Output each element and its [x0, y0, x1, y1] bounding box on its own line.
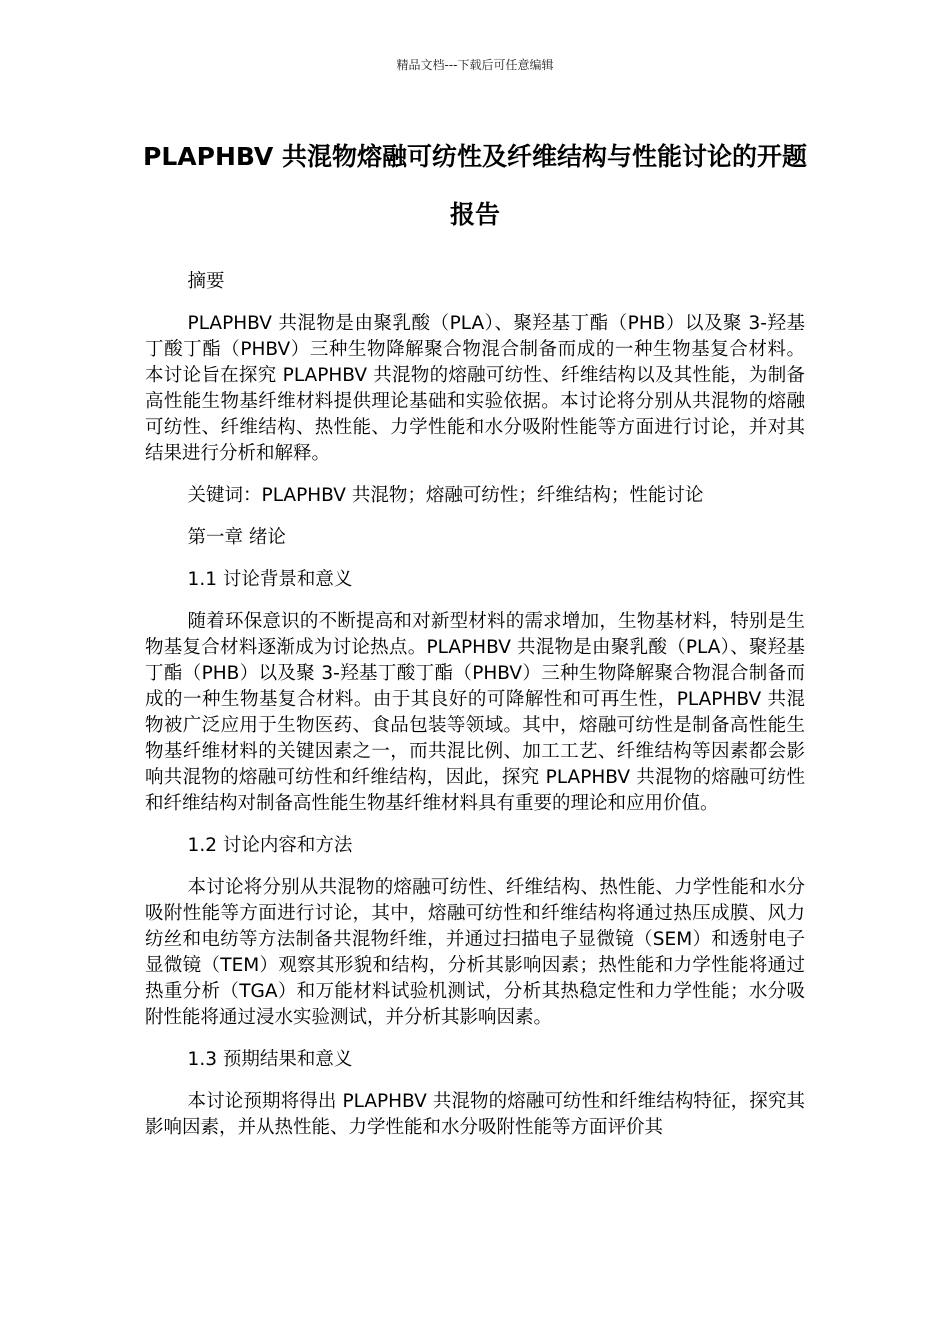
- section-heading: 1.1 讨论背景和意义: [187, 569, 353, 590]
- document-body: [145, 269, 805, 1157]
- section-paragraph: 本讨论将分别从共混物的熔融可纺性、纤维结构、热性能、力学性能和水分吸附性能等方面进行讨论，其中，熔融可纺性和纤维结构将通过热压成膜、风力纺丝和电纺等方法制备共混物纤维，并通过扫描电子显微镜（SEM）和透射电子显微镜（TEM）观察其形貌和结构，分析其影响因素；热性能和力学性能将通过热重分析（TGA）和万能材料试验机测试，分析其热稳定性和力学性能；水分吸附性能将通过浸水实验测试，并分析其影响因素。: [145, 877, 805, 1028]
- page-header: 精品文档---下载后可任意编辑: [396, 58, 554, 72]
- chapter-heading: 第一章 绪论: [187, 527, 286, 548]
- abstract-heading: 摘要: [187, 271, 225, 292]
- section-paragraph: 随着环保意识的不断提高和对新型材料的需求增加，生物基材料，特别是生物基复合材料逐渐成为讨论热点。PLAPHBV 共混物是由聚乳酸（PLA）、聚羟基丁酯（PHB）以及聚 3-羟基丁酸丁酯（PHBV）三种生物降解聚合物混合制备而成的一种生物基复合材料。由于其良好的可降解性和可再生性，PLAPHBV 共混物被广泛应用于生物医药、食品包装等领域。其中，熔融可纺性是制备高性能生物基纤维材料的关键因素之一，而共混比例、加工工艺、纤维结构等因素都会影响共混物的熔融可纺性和纤维结构，因此，探究 PLAPHBV 共混物的熔融可纺性和纤维结构对制备高性能生物基纤维材料具有重要的理论和应用价值。: [145, 611, 805, 814]
- document-title: PLAPHBV 共混物熔融可纺性及纤维结构与性能讨论的开题报告: [143, 142, 807, 229]
- keywords-line: 关键词：PLAPHBV 共混物；熔融可纺性；纤维结构；性能讨论: [187, 485, 704, 506]
- abstract-text: PLAPHBV 共混物是由聚乳酸（PLA）、聚羟基丁酯（PHB）以及聚 3-羟基丁酸丁酯（PHBV）三种生物降解聚合物混合制备而成的一种生物基复合材料。本讨论旨在探究 PLAPHBV 共混物的熔融可纺性、纤维结构以及其性能，为制备高性能生物基纤维材料提供理论基础和实验依据。本讨论将分别从共混物的熔融可纺性、纤维结构、热性能、力学性能和水分吸附性能等方面进行讨论，并对其结果进行分析和解释。: [145, 313, 805, 464]
- section-heading: 1.3 预期结果和意义: [187, 1049, 353, 1070]
- section-paragraph: 本讨论预期将得出 PLAPHBV 共混物的熔融可纺性和纤维结构特征，探究其影响因素，并从热性能、力学性能和水分吸附性能等方面评价其: [145, 1091, 805, 1138]
- section-heading: 1.2 讨论内容和方法: [187, 835, 353, 856]
